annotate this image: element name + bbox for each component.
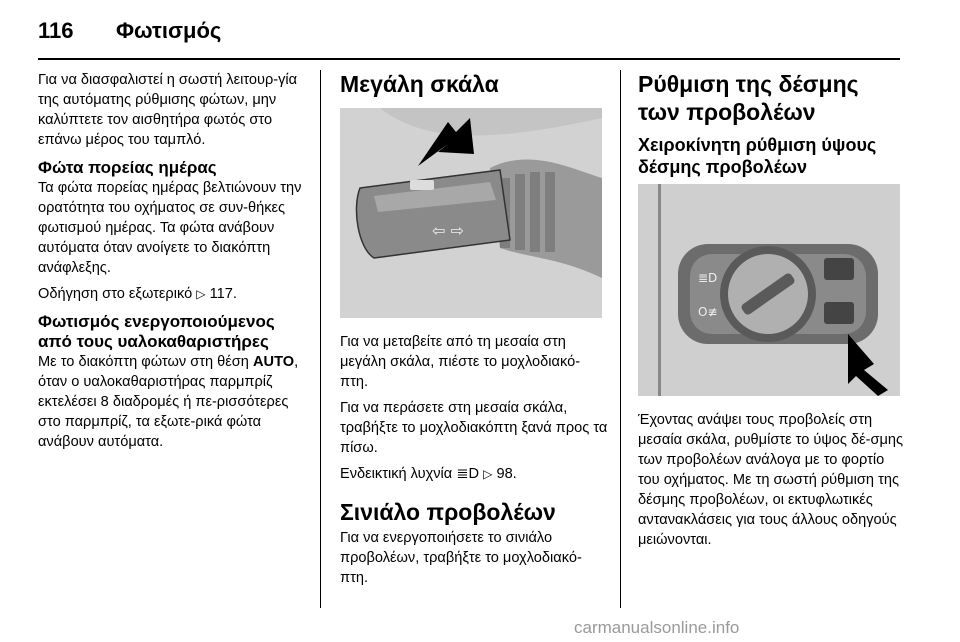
wiper-text-b: , όταν ο υαλοκαθαριστήρας παρμπρίζ εκτελέσει 8 διαδρομές ή πε-ρισσότερες στο παρμπρίζ, τα εξωτε-ρικά φώτα ανάβουν αυτόματα. (38, 354, 299, 450)
column-1 (38, 70, 308, 458)
watermark: carmanualsonline.info (574, 618, 740, 637)
headlight-flash-heading: Σινιάλο προβολέων (340, 499, 556, 525)
stalk-figure (340, 108, 602, 318)
high-beam-on-paragraph: Για να μεταβείτε από τη μεσαία στη μεγάλη σκάλα, πιέστε το μοχλοδιακό-πτη. (340, 334, 581, 390)
wiper-lights-heading: Φωτισμός ενεργοποιούμενος από τους υαλοκαθαριστήρες (38, 312, 275, 351)
reference-arrow-icon: ▷ (196, 287, 206, 301)
abroad-text: Οδήγηση στο εξωτερικό (38, 286, 193, 302)
indicator-paragraph (340, 464, 608, 484)
column-divider-1 (320, 70, 321, 608)
abroad-paragraph (38, 284, 308, 304)
svg-text:≣D: ≣D (698, 271, 718, 285)
indicator-text: Ενδεικτική λυχνία (340, 466, 453, 482)
page-number: 116 (38, 18, 74, 43)
abroad-ref: 117. (209, 286, 237, 302)
high-beam-indicator-icon: ≣D (456, 466, 480, 482)
high-beam-off-paragraph: Για να περάσετε στη μεσαία σκάλα, τραβήξτε το μοχλοδιακόπτη ξανά προς τα πίσω. (340, 400, 608, 456)
auto-label: AUTO (253, 354, 295, 370)
beam-adjust-paragraph: Έχοντας ανάψει τους προβολείς στη μεσαία σκάλα, ρυθμίστε το ύψος δέ-σμης των προβολέων ανάλογα με το φορτίο του οχήματος. Με τη σωστή ρύθμιση της δέσμης προβολέων, οι εκτυφλωτικές αντανακλάσεις για τους άλλους οδηγούς μειώνονται. (638, 412, 904, 548)
column-divider-2 (620, 70, 621, 608)
manual-adjust-heading: Χειροκίνητη ρύθμιση ύψους δέσμης προβολέων (638, 135, 877, 177)
wiper-text-a: Με το διακόπτη φώτων στη θέση (38, 354, 249, 370)
high-beam-heading: Μεγάλη σκάλα (340, 71, 499, 97)
stalk-illustration (340, 108, 602, 318)
section-title: Φωτισμός (116, 18, 222, 43)
header-divider (38, 58, 900, 60)
sensor-paragraph: Για να διασφαλιστεί η σωστή λειτουρ-γία της αυτόματης ρύθμισης φώτων, μην καλύπτετε τον αισθητήρα φωτός στο επάνω μέρος του ταμπλό. (38, 72, 298, 148)
indicator-ref: 98. (496, 466, 517, 482)
column-2 (340, 70, 608, 594)
reference-arrow-icon: ▷ (483, 467, 493, 481)
daylights-heading: Φώτα πορείας ημέρας (38, 158, 217, 177)
page-header (38, 18, 918, 48)
headlight-flash-paragraph: Για να ενεργοποιήσετε το σινιάλο προβολέων, τραβήξτε το μοχλοδιακό-πτη. (340, 530, 582, 586)
beam-adjust-heading: Ρύθμιση της δέσμης των προβολέων (638, 71, 859, 125)
svg-text:O≢: O≢ (698, 305, 718, 319)
light-switch-illustration (638, 184, 900, 396)
wiper-lights-paragraph (38, 352, 308, 452)
svg-text:⇦ ⇨: ⇦ ⇨ (432, 221, 464, 240)
column-3 (638, 70, 906, 556)
daylights-paragraph: Τα φώτα πορείας ημέρας βελτιώνουν την ορατότητα του οχήματος σε συν-θήκες φωτισμού ημέρας. Τα φώτα ανάβουν αυτόματα όταν ανοίγετε το διακόπτη ανάφλεξης. (38, 180, 302, 276)
light-switch-figure (638, 184, 900, 396)
